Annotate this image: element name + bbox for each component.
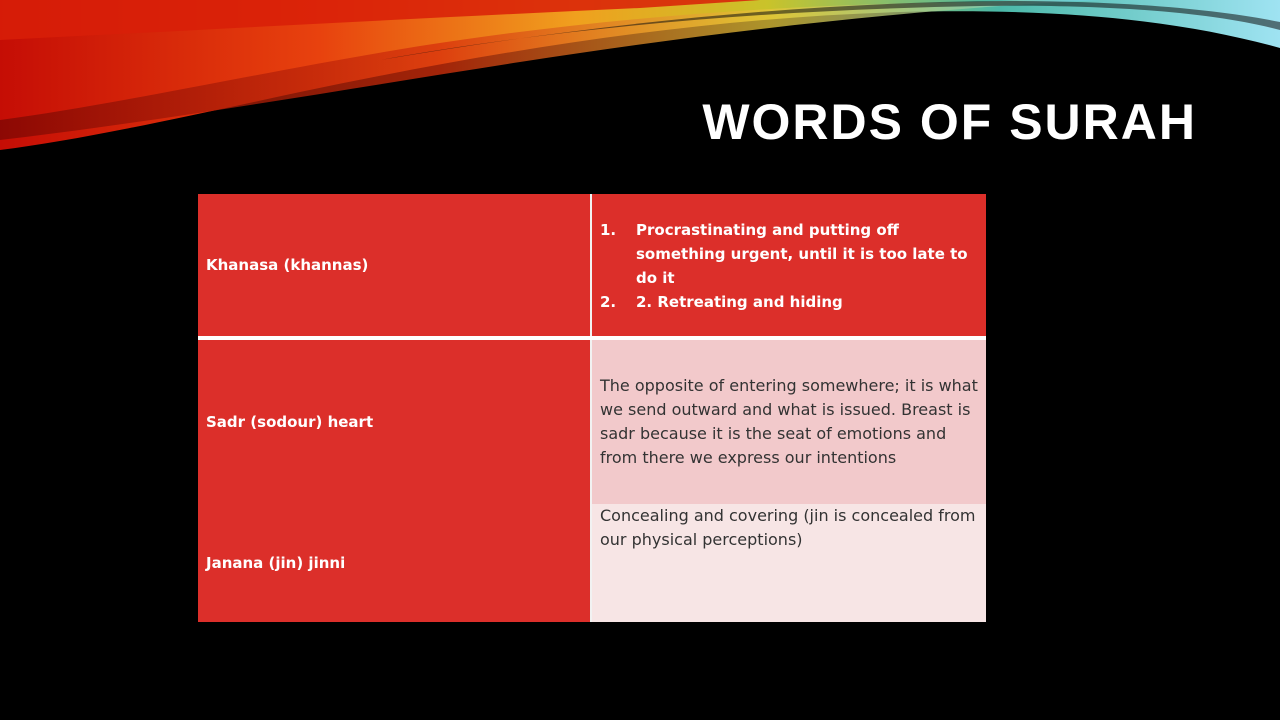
list-item	[600, 218, 978, 290]
term-cell: Janana (jin) jinni	[198, 504, 591, 622]
meaning-list	[600, 218, 978, 314]
list-number: 2.	[600, 293, 617, 311]
meaning-cell	[591, 194, 986, 338]
list-item	[600, 290, 978, 314]
term-cell: Sadr (sodour) heart	[198, 338, 591, 504]
table-row	[198, 194, 986, 338]
meaning-cell: The opposite of entering somewhere; it is what we send outward and what is issued. Breast is sadr because it is the seat of emotions and from there we express our intentions	[591, 338, 986, 504]
term-cell: Khanasa (khannas)	[198, 194, 591, 338]
list-text: Procrastinating and putting off something urgent, until it is too late to do it	[636, 221, 968, 287]
table-row	[198, 504, 986, 622]
slide-title: WORDS OF SURAH	[702, 94, 1197, 150]
table-row	[198, 338, 986, 504]
vocabulary-table	[198, 194, 986, 622]
list-number: 1.	[600, 221, 617, 239]
meaning-cell: Concealing and covering (jin is concealed from our physical perceptions)	[591, 504, 986, 622]
list-text: 2. Retreating and hiding	[636, 293, 843, 311]
